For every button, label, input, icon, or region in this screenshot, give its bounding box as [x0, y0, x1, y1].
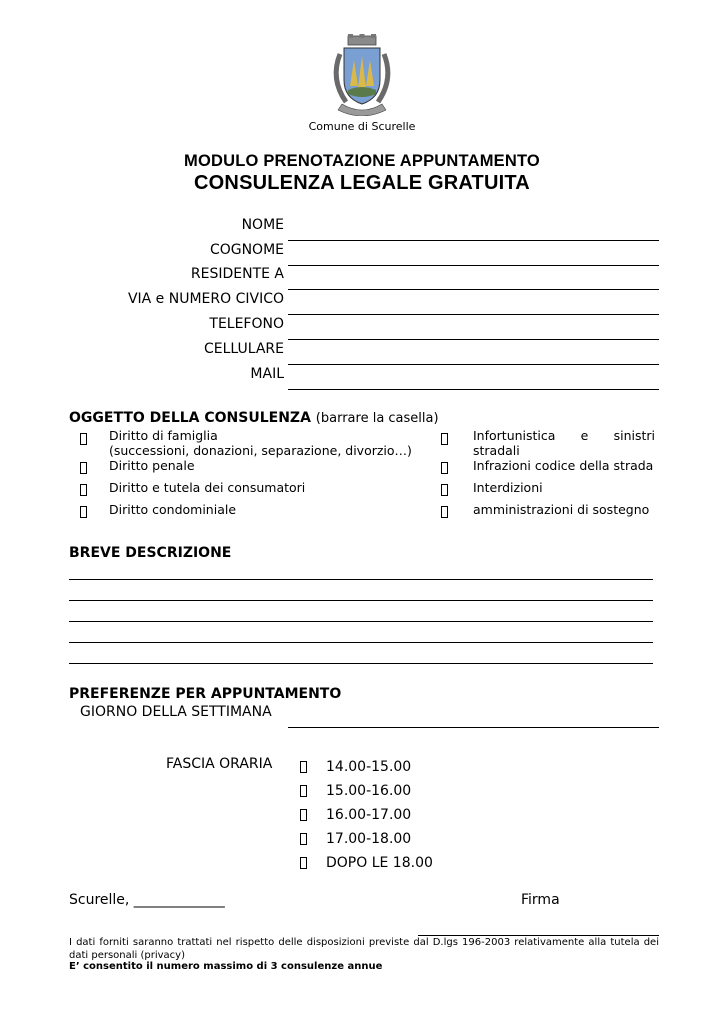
- form-subtitle: CONSULENZA LEGALE GRATUITA: [194, 172, 530, 194]
- subject-note: (barrare la casella): [315, 411, 439, 426]
- option-detail: stradali: [473, 443, 520, 458]
- time-slot-option: 15.00-16.00: [326, 783, 412, 799]
- residence-field[interactable]: [288, 289, 659, 290]
- time-slot-option: 16.00-17.00: [326, 807, 412, 823]
- form-title: MODULO PRENOTAZIONE APPUNTAMENTO: [184, 152, 540, 170]
- option-accidents: [473, 428, 655, 458]
- subject-title: OGGETTO DELLA CONSULENZA: [69, 410, 311, 426]
- checkbox-accidents[interactable]: [441, 433, 448, 445]
- phone-field[interactable]: [288, 339, 659, 340]
- residence-label: RESIDENTE A: [190, 266, 284, 282]
- name-field[interactable]: [288, 240, 659, 241]
- day-field[interactable]: [288, 727, 659, 728]
- time-slot-label: FASCIA ORARIA: [166, 756, 273, 772]
- description-title: BREVE DESCRIZIONE: [69, 545, 232, 561]
- place-date-field[interactable]: Scurelle, _____________: [69, 892, 225, 908]
- municipality-name: Comune di Scurelle: [308, 120, 416, 133]
- preferences-title: PREFERENZE PER APPUNTAMENTO: [69, 686, 342, 702]
- checkbox-slot-16-17[interactable]: [300, 809, 307, 821]
- mobile-field[interactable]: [288, 364, 659, 365]
- time-slot-option: DOPO LE 18.00: [326, 855, 433, 871]
- time-slot-option: 14.00-15.00: [326, 759, 412, 775]
- municipality-crest-icon: [326, 34, 398, 116]
- mobile-label: CELLULARE: [203, 341, 284, 357]
- option-condominium-law: Diritto condominiale: [109, 502, 237, 517]
- option-consumer-law: Diritto e tutela dei consumatori: [109, 480, 306, 495]
- email-label: MAIL: [250, 366, 284, 382]
- checkbox-slot-15-16[interactable]: [300, 785, 307, 797]
- checkbox-support-administration[interactable]: [441, 506, 448, 518]
- option-family-law: [109, 428, 412, 458]
- checkbox-slot-after-18[interactable]: [300, 857, 307, 869]
- checkbox-family-law[interactable]: [80, 433, 87, 445]
- signature-line[interactable]: [418, 935, 659, 936]
- day-label: GIORNO DELLA SETTIMANA: [80, 704, 272, 720]
- signature-label: Firma: [521, 892, 560, 908]
- description-line[interactable]: [69, 663, 653, 664]
- option-detail: (successioni, donazioni, separazione, divorzio…): [109, 443, 412, 458]
- checkbox-criminal-law[interactable]: [80, 462, 87, 474]
- checkbox-condominium-law[interactable]: [80, 506, 87, 518]
- surname-field[interactable]: [288, 265, 659, 266]
- option-interdictions: Interdizioni: [473, 480, 543, 495]
- description-line[interactable]: [69, 579, 653, 580]
- description-line[interactable]: [69, 642, 653, 643]
- address-label: VIA e NUMERO CIVICO: [127, 291, 284, 307]
- option-traffic-violations: Infrazioni codice della strada: [473, 458, 654, 473]
- checkbox-slot-14-15[interactable]: [300, 761, 307, 773]
- surname-label: COGNOME: [209, 242, 284, 258]
- privacy-note: I dati forniti saranno trattati nel rispetto delle disposizioni previste dal D.lgs 196-2003 relativamente alla tutela dei dati personali (privacy): [69, 937, 659, 961]
- name-label: NOME: [241, 217, 284, 233]
- option-criminal-law: Diritto penale: [109, 458, 195, 473]
- limit-note: E’ consentito il numero massimo di 3 consulenze annue: [69, 961, 383, 972]
- email-field[interactable]: [288, 389, 659, 390]
- option-label: Diritto di famiglia: [109, 428, 218, 443]
- time-slot-option: 17.00-18.00: [326, 831, 412, 847]
- description-line[interactable]: [69, 600, 653, 601]
- phone-label: TELEFONO: [209, 316, 284, 332]
- option-support-administration: amministrazioni di sostegno: [473, 502, 650, 517]
- checkbox-interdictions[interactable]: [441, 484, 448, 496]
- checkbox-consumer-law[interactable]: [80, 484, 87, 496]
- option-label: Infortunistica e sinistri: [473, 428, 655, 443]
- description-line[interactable]: [69, 621, 653, 622]
- checkbox-slot-17-18[interactable]: [300, 833, 307, 845]
- checkbox-traffic-violations[interactable]: [441, 462, 448, 474]
- address-field[interactable]: [288, 314, 659, 315]
- subject-section-title: [69, 410, 439, 426]
